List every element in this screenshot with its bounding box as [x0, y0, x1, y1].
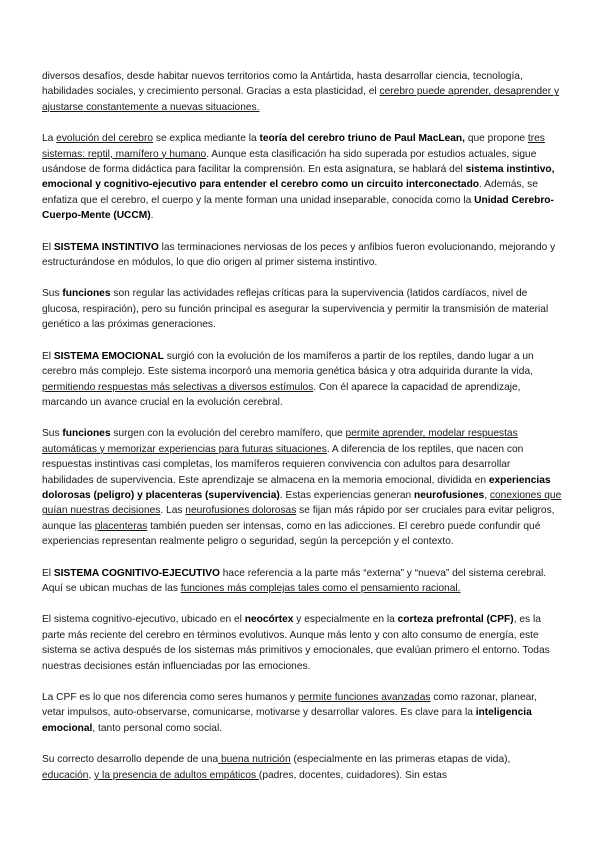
text-run: diversos desafíos, desde habitar nuevos territorios como la Antártida, hasta desarrollar ciencia, tecnología, habilidades sociales, y crecimiento personal. Gracias a esta plasticidad, el [42, 71, 523, 98]
bold-text: corteza prefrontal (CPF) [397, 614, 514, 626]
paragraph [42, 566, 562, 597]
text-run: . [150, 210, 154, 222]
text-run: como razonar, planear, vetar impulsos, auto-observarse, comunicarse, motivarse y desarrollar valores. Es clave para la [42, 692, 537, 719]
bold-text: sistema instintivo, emocional y cognitivo-ejecutivo para entender el cerebro como un circuito interconectado [42, 164, 555, 191]
paragraph [42, 690, 562, 736]
underlined-text: tres sistemas: reptil, mamífero y humano [42, 133, 545, 160]
paragraph [42, 349, 562, 411]
text-run: las terminaciones nerviosas de los peces y anfibios fueron evolucionando, mejorando y estructurándose en módulos, lo que dio origen al primer sistema instintivo. [42, 241, 556, 269]
text-run: El [42, 567, 54, 579]
text-run: surgió con la evolución de los mamíferos a partir de los reptiles, dando lugar a un cerebro más complejo. Este sistema incorporó una memoria genética básica y otra adquirida durante la vida, [42, 350, 534, 378]
text-run: se fijan más rápido por ser cruciales para evitar peligros, aunque las [42, 505, 555, 532]
text-run: . Aunque esta clasificación ha sido superada por estudios actuales, sigue usándose de forma didáctica para facilitar la comprensión. En esta asignatura, se hablará del [42, 148, 537, 176]
text-run: La [42, 133, 57, 145]
underlined-text: buena nutrición [218, 754, 291, 766]
paragraph [42, 426, 562, 549]
bold-text: SISTEMA INSTINTIVO [53, 241, 159, 253]
text-run: , [484, 489, 490, 501]
paragraph [42, 131, 562, 223]
bold-text: SISTEMA COGNITIVO-EJECUTIVO [53, 567, 220, 579]
text-run: , tanto personal como social. [92, 722, 223, 734]
text-run: , [88, 769, 95, 781]
bold-text: neurofusiones [414, 489, 485, 501]
text-run: . Las [160, 505, 186, 517]
text-run: que propone [465, 133, 528, 145]
bold-text: funciones [62, 428, 111, 440]
text-run: El [42, 241, 54, 253]
text-run: surgen con la evolución del cerebro mamífero, que [110, 428, 346, 440]
document-page [42, 69, 562, 799]
text-run: . Además, se enfatiza que el cerebro, el cuerpo y la mente forman una unidad inseparable, conocida como la [42, 179, 538, 206]
underlined-text: funciones más complejas tales como el pensamiento racional. [180, 582, 461, 594]
bold-text: teoría del cerebro triuno de Paul MacLean, [259, 133, 465, 145]
underlined-text: permitiendo respuestas más selectivas a diversos estímulos [42, 381, 314, 393]
underlined-text: conexiones que guían nuestras decisiones [42, 489, 562, 517]
paragraph [42, 612, 562, 674]
bold-text: SISTEMA EMOCIONAL [53, 350, 164, 362]
text-run: . A diferencia de los reptiles, que nacen con respuestas instintivas casi completas, los mamíferos requieren convivencia con adultos para desarrollar habilidades de supervivencia. Este aprendizaje se almacena en la memoria emocional, dividida en [42, 443, 524, 486]
paragraph [42, 752, 562, 783]
bold-text: neocórtex [244, 614, 294, 626]
text-run: Sus [42, 428, 63, 440]
text-run: se explica mediante la [153, 133, 260, 145]
text-run: , es la parte más reciente del cerebro en términos evolutivos. Aunque más lento y con alto consumo de energía, este sistema se activa después de los sistemas más primitivos y emocionales, que evalúan primero el entorno. Todas nuestras decisiones están influenciadas por las emociones. [42, 614, 550, 672]
text-run: El sistema cognitivo-ejecutivo, ubicado en el [42, 614, 245, 626]
text-run: hace referencia a la parte más “externa” y “nueva” del sistema cerebral. Aquí se ubican muchas de las [42, 567, 547, 594]
text-run: . Con él aparece la capacidad de aprendizaje, marcando un avance crucial en la evolución cerebral. [42, 381, 521, 408]
paragraph [42, 69, 562, 115]
bold-text: Unidad Cerebro-Cuerpo-Mente (UCCM) [42, 194, 554, 222]
underlined-text: permite funciones avanzadas [297, 692, 431, 703]
underlined-text: placenteras [94, 520, 148, 532]
underlined-text: cerebro puede aprender, desaprender y ajustarse constantemente a nuevas situaciones. [42, 86, 560, 113]
underlined-text: neurofusiones dolorosas [185, 505, 297, 517]
underlined-text: y la presencia de adultos empáticos [94, 769, 259, 781]
text-run: (padres, docentes, cuidadores). Sin estas [258, 769, 447, 781]
text-run: (especialmente en las primeras etapas de vida), [290, 754, 511, 766]
bold-text: inteligencia emocional [42, 707, 532, 734]
paragraph [42, 240, 562, 271]
bold-text: experiencias dolorosas (peligro) y placenteras (supervivencia) [42, 474, 551, 501]
paragraph [42, 286, 562, 332]
underlined-text: permite aprender, modelar respuestas automáticas y memorizar experiencias para futuras situaciones [42, 428, 518, 455]
text-run: y especialmente en la [293, 614, 398, 626]
text-run: Sus [42, 288, 63, 300]
text-run: La CPF es lo que nos diferencia como seres humanos y [42, 692, 298, 703]
text-run: son regular las actividades reflejas críticas para la supervivencia (latidos cardíacos, nivel de glucosa, respiración), pero su función principal es asegurar la supervivencia y permitir la transmisión de material genético a las próximas generaciones. [42, 288, 549, 331]
bold-text: funciones [62, 288, 111, 300]
underlined-text: evolución del cerebro [56, 133, 154, 145]
text-run: El [42, 350, 54, 362]
text-run: Su correcto desarrollo depende de una [42, 754, 219, 766]
text-run: también pueden ser intensas, como en las adicciones. El cerebro puede confundir qué experiencias representan realmente peligro o seguridad, según la percepción y el contexto. [42, 520, 541, 548]
text-run: . Estas experiencias generan [279, 489, 415, 501]
underlined-text: educación [42, 769, 89, 781]
